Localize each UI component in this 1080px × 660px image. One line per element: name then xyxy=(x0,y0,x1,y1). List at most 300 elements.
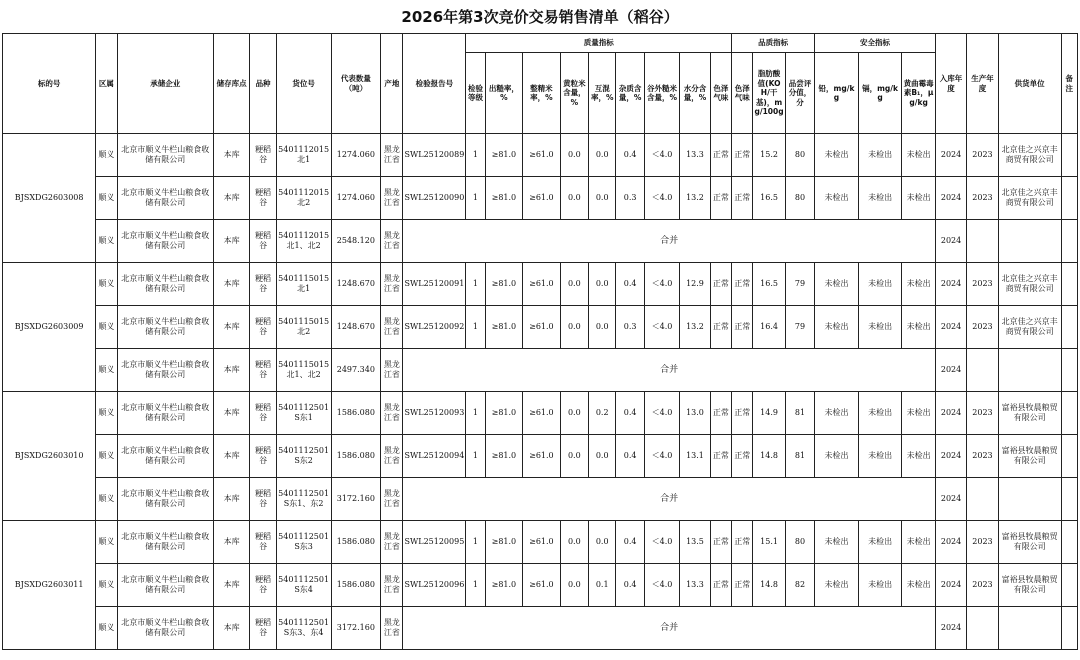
prod-year-cell xyxy=(967,607,998,650)
merged-label-cell: 合并 xyxy=(403,607,935,650)
district-cell: 顺义 xyxy=(96,263,117,306)
grade-cell: 81 xyxy=(785,392,814,435)
remark-cell xyxy=(1061,263,1077,306)
origin-cell: 黑龙江省 xyxy=(381,521,403,564)
quality-cell: 1 xyxy=(466,306,485,349)
district-cell: 顺义 xyxy=(96,478,117,521)
quality-cell: 1 xyxy=(466,177,485,220)
quality-cell: 0.0 xyxy=(560,177,588,220)
supplier-cell: 北京佳之兴京丰商贸有限公司 xyxy=(998,177,1061,220)
lot-number-cell: BJSXDG2603009 xyxy=(3,263,96,392)
lot-number-cell: BJSXDG2603008 xyxy=(3,134,96,263)
header-variety: 品种 xyxy=(250,34,276,134)
safety-cell: 未检出 xyxy=(902,306,935,349)
supplier-cell xyxy=(998,607,1061,650)
slot-cell: 5401112501S东1 xyxy=(276,392,331,435)
storage-cell: 本库 xyxy=(213,177,250,220)
storage-cell: 本库 xyxy=(213,349,250,392)
quality-cell: 0.1 xyxy=(589,564,616,607)
quality-cell: 正常 xyxy=(710,392,731,435)
header-grade-col: 脂肪酸值(KOH/干基)，mg/100g xyxy=(753,53,785,134)
slot-cell: 5401112015北1 xyxy=(276,134,331,177)
district-cell: 顺义 xyxy=(96,349,117,392)
quality-cell: ≥81.0 xyxy=(485,564,523,607)
variety-cell: 粳稻谷 xyxy=(250,306,276,349)
variety-cell: 粳稻谷 xyxy=(250,392,276,435)
variety-cell: 粳稻谷 xyxy=(250,607,276,650)
slot-cell: 5401112015北2 xyxy=(276,177,331,220)
remark-cell xyxy=(1061,392,1077,435)
header-quality-col: 出糙率，% xyxy=(485,53,523,134)
quality-cell: ＜4.0 xyxy=(644,521,679,564)
in-year-cell: 2024 xyxy=(935,607,966,650)
quality-cell: 正常 xyxy=(710,435,731,478)
header-safety-col: 铅，mg/kg xyxy=(815,53,859,134)
remark-cell xyxy=(1061,564,1077,607)
qty-cell: 1586.080 xyxy=(331,521,381,564)
qty-cell: 1248.670 xyxy=(331,263,381,306)
prod-year-cell: 2023 xyxy=(967,263,998,306)
enterprise-cell: 北京市顺义牛栏山粮食收储有限公司 xyxy=(117,435,213,478)
report-cell: SWL25120093 xyxy=(403,392,466,435)
header-quantity: 代表数量（吨） xyxy=(331,34,381,134)
merged-row xyxy=(3,478,1078,521)
report-cell: SWL25120095 xyxy=(403,521,466,564)
storage-cell: 本库 xyxy=(213,478,250,521)
enterprise-cell: 北京市顺义牛栏山粮食收储有限公司 xyxy=(117,392,213,435)
remark-cell xyxy=(1061,220,1077,263)
quality-cell: ≥61.0 xyxy=(523,521,561,564)
quality-cell: ≥61.0 xyxy=(523,263,561,306)
safety-cell: 未检出 xyxy=(902,134,935,177)
header-quality-group: 质量指标 xyxy=(466,34,732,53)
variety-cell: 粳稻谷 xyxy=(250,521,276,564)
grade-cell: 14.8 xyxy=(753,564,785,607)
remark-cell xyxy=(1061,521,1077,564)
safety-cell: 未检出 xyxy=(815,177,859,220)
header-quality-col: 色泽气味 xyxy=(710,53,731,134)
merged-row xyxy=(3,220,1078,263)
grade-cell: 16.5 xyxy=(753,263,785,306)
quality-cell: 13.3 xyxy=(680,564,710,607)
document-title: 2026年第3次竞价交易销售清单（稻谷） xyxy=(401,8,679,26)
storage-cell: 本库 xyxy=(213,392,250,435)
safety-cell: 未检出 xyxy=(858,263,902,306)
header-storage: 储存库点 xyxy=(213,34,250,134)
table-row xyxy=(3,435,1078,478)
header-in-year: 入库年度 xyxy=(935,34,966,134)
grade-cell: 79 xyxy=(785,263,814,306)
lot-number-cell: BJSXDG2603011 xyxy=(3,521,96,650)
quality-cell: 13.5 xyxy=(680,521,710,564)
origin-cell: 黑龙江省 xyxy=(381,392,403,435)
quality-cell: ≥81.0 xyxy=(485,134,523,177)
header-quality-col: 谷外糙米含量，% xyxy=(644,53,679,134)
in-year-cell: 2024 xyxy=(935,564,966,607)
remark-cell xyxy=(1061,177,1077,220)
quality-cell: 1 xyxy=(466,392,485,435)
quality-cell: ＜4.0 xyxy=(644,134,679,177)
district-cell: 顺义 xyxy=(96,134,117,177)
header-grade-col: 色泽气味 xyxy=(732,53,753,134)
storage-cell: 本库 xyxy=(213,134,250,177)
grade-cell: 正常 xyxy=(732,263,753,306)
merged-label-cell: 合并 xyxy=(403,349,935,392)
storage-cell: 本库 xyxy=(213,607,250,650)
safety-cell: 未检出 xyxy=(815,306,859,349)
grade-cell: 16.5 xyxy=(753,177,785,220)
district-cell: 顺义 xyxy=(96,521,117,564)
grade-cell: 82 xyxy=(785,564,814,607)
in-year-cell: 2024 xyxy=(935,134,966,177)
district-cell: 顺义 xyxy=(96,435,117,478)
grade-cell: 正常 xyxy=(732,177,753,220)
remark-cell xyxy=(1061,349,1077,392)
quality-cell: 1 xyxy=(466,263,485,306)
merged-label-cell: 合并 xyxy=(403,478,935,521)
table-row xyxy=(3,564,1078,607)
safety-cell: 未检出 xyxy=(858,435,902,478)
grade-cell: 81 xyxy=(785,435,814,478)
slot-cell: 5401112501S东4 xyxy=(276,564,331,607)
quality-cell: 0.0 xyxy=(560,134,588,177)
quality-cell: ＜4.0 xyxy=(644,392,679,435)
quality-cell: ＜4.0 xyxy=(644,177,679,220)
sales-list-table xyxy=(2,33,1078,650)
table-row xyxy=(3,177,1078,220)
qty-cell: 2548.120 xyxy=(331,220,381,263)
in-year-cell: 2024 xyxy=(935,306,966,349)
storage-cell: 本库 xyxy=(213,564,250,607)
quality-cell: 0.0 xyxy=(589,521,616,564)
header-grade-col: 品尝评分值，分 xyxy=(785,53,814,134)
table-row xyxy=(3,392,1078,435)
header-quality-col: 杂质含量，% xyxy=(616,53,644,134)
origin-cell: 黑龙江省 xyxy=(381,349,403,392)
quality-cell: 0.0 xyxy=(560,306,588,349)
grade-cell: 80 xyxy=(785,134,814,177)
variety-cell: 粳稻谷 xyxy=(250,134,276,177)
enterprise-cell: 北京市顺义牛栏山粮食收储有限公司 xyxy=(117,564,213,607)
merged-row xyxy=(3,349,1078,392)
qty-cell: 3172.160 xyxy=(331,478,381,521)
quality-cell: ＜4.0 xyxy=(644,435,679,478)
quality-cell: 0.4 xyxy=(616,263,644,306)
variety-cell: 粳稻谷 xyxy=(250,478,276,521)
quality-cell: 1 xyxy=(466,521,485,564)
quality-cell: ≥61.0 xyxy=(523,564,561,607)
quality-cell: ≥61.0 xyxy=(523,306,561,349)
enterprise-cell: 北京市顺义牛栏山粮食收储有限公司 xyxy=(117,521,213,564)
quality-cell: 0.4 xyxy=(616,392,644,435)
variety-cell: 粳稻谷 xyxy=(250,564,276,607)
safety-cell: 未检出 xyxy=(815,134,859,177)
remark-cell xyxy=(1061,435,1077,478)
quality-cell: 0.0 xyxy=(560,263,588,306)
table-row xyxy=(3,263,1078,306)
quality-cell: 正常 xyxy=(710,564,731,607)
qty-cell: 1586.080 xyxy=(331,564,381,607)
grade-cell: 正常 xyxy=(732,521,753,564)
prod-year-cell: 2023 xyxy=(967,521,998,564)
quality-cell: 0.0 xyxy=(589,134,616,177)
quality-cell: 0.4 xyxy=(616,521,644,564)
origin-cell: 黑龙江省 xyxy=(381,607,403,650)
quality-cell: 正常 xyxy=(710,177,731,220)
quality-cell: 正常 xyxy=(710,134,731,177)
district-cell: 顺义 xyxy=(96,607,117,650)
supplier-cell: 富裕县牧晨粮贸有限公司 xyxy=(998,564,1061,607)
header-quality-col: 水分含量，% xyxy=(680,53,710,134)
origin-cell: 黑龙江省 xyxy=(381,564,403,607)
quality-cell: ≥61.0 xyxy=(523,177,561,220)
header-enterprise: 承储企业 xyxy=(117,34,213,134)
quality-cell: 13.3 xyxy=(680,134,710,177)
grade-cell: 80 xyxy=(785,177,814,220)
report-cell: SWL25120092 xyxy=(403,306,466,349)
enterprise-cell: 北京市顺义牛栏山粮食收储有限公司 xyxy=(117,134,213,177)
qty-cell: 1586.080 xyxy=(331,435,381,478)
quality-cell: 正常 xyxy=(710,521,731,564)
quality-cell: ≥61.0 xyxy=(523,435,561,478)
quality-cell: 0.0 xyxy=(560,564,588,607)
slot-cell: 5401112015北1、北2 xyxy=(276,220,331,263)
table-row xyxy=(3,306,1078,349)
header-origin: 产地 xyxy=(381,34,403,134)
district-cell: 顺义 xyxy=(96,177,117,220)
qty-cell: 3172.160 xyxy=(331,607,381,650)
header-quality-col: 黄粒米含量，% xyxy=(560,53,588,134)
variety-cell: 粳稻谷 xyxy=(250,220,276,263)
variety-cell: 粳稻谷 xyxy=(250,177,276,220)
enterprise-cell: 北京市顺义牛栏山粮食收储有限公司 xyxy=(117,349,213,392)
quality-cell: 正常 xyxy=(710,263,731,306)
safety-cell: 未检出 xyxy=(815,564,859,607)
grade-cell: 正常 xyxy=(732,392,753,435)
supplier-cell: 富裕县牧晨粮贸有限公司 xyxy=(998,392,1061,435)
header-district: 区属 xyxy=(96,34,117,134)
safety-cell: 未检出 xyxy=(858,521,902,564)
grade-cell: 正常 xyxy=(732,306,753,349)
quality-cell: 13.2 xyxy=(680,177,710,220)
slot-cell: 5401115015北2 xyxy=(276,306,331,349)
enterprise-cell: 北京市顺义牛栏山粮食收储有限公司 xyxy=(117,306,213,349)
origin-cell: 黑龙江省 xyxy=(381,134,403,177)
quality-cell: ≥81.0 xyxy=(485,263,523,306)
grade-cell: 正常 xyxy=(732,435,753,478)
district-cell: 顺义 xyxy=(96,564,117,607)
quality-cell: 1 xyxy=(466,134,485,177)
header-prod-year: 生产年度 xyxy=(967,34,998,134)
in-year-cell: 2024 xyxy=(935,349,966,392)
safety-cell: 未检出 xyxy=(815,521,859,564)
grade-cell: 79 xyxy=(785,306,814,349)
qty-cell: 2497.340 xyxy=(331,349,381,392)
safety-cell: 未检出 xyxy=(902,435,935,478)
safety-cell: 未检出 xyxy=(815,263,859,306)
table-row xyxy=(3,521,1078,564)
slot-cell: 5401112501S东1、东2 xyxy=(276,478,331,521)
header-grade-group: 品质指标 xyxy=(732,34,815,53)
quality-cell: ＜4.0 xyxy=(644,263,679,306)
storage-cell: 本库 xyxy=(213,306,250,349)
quality-cell: 0.4 xyxy=(616,564,644,607)
storage-cell: 本库 xyxy=(213,220,250,263)
qty-cell: 1274.060 xyxy=(331,134,381,177)
quality-cell: 0.0 xyxy=(589,263,616,306)
report-cell: SWL25120094 xyxy=(403,435,466,478)
quality-cell: 0.0 xyxy=(560,435,588,478)
quality-cell: 13.1 xyxy=(680,435,710,478)
grade-cell: 80 xyxy=(785,521,814,564)
safety-cell: 未检出 xyxy=(858,306,902,349)
quality-cell: 13.0 xyxy=(680,392,710,435)
table-body xyxy=(3,134,1078,650)
in-year-cell: 2024 xyxy=(935,478,966,521)
remark-cell xyxy=(1061,478,1077,521)
slot-cell: 5401112501S东3、东4 xyxy=(276,607,331,650)
in-year-cell: 2024 xyxy=(935,521,966,564)
district-cell: 顺义 xyxy=(96,220,117,263)
merged-row xyxy=(3,607,1078,650)
quality-cell: ≥81.0 xyxy=(485,392,523,435)
quality-cell: 0.0 xyxy=(560,521,588,564)
quality-cell: 正常 xyxy=(710,306,731,349)
quality-cell: ≥81.0 xyxy=(485,521,523,564)
enterprise-cell: 北京市顺义牛栏山粮食收储有限公司 xyxy=(117,177,213,220)
qty-cell: 1248.670 xyxy=(331,306,381,349)
prod-year-cell: 2023 xyxy=(967,306,998,349)
storage-cell: 本库 xyxy=(213,263,250,306)
quality-cell: 0.0 xyxy=(589,177,616,220)
safety-cell: 未检出 xyxy=(858,177,902,220)
origin-cell: 黑龙江省 xyxy=(381,177,403,220)
grade-cell: 14.8 xyxy=(753,435,785,478)
origin-cell: 黑龙江省 xyxy=(381,306,403,349)
prod-year-cell: 2023 xyxy=(967,177,998,220)
safety-cell: 未检出 xyxy=(902,564,935,607)
header-supplier: 供货单位 xyxy=(998,34,1061,134)
quality-cell: ≥81.0 xyxy=(485,306,523,349)
report-cell: SWL25120096 xyxy=(403,564,466,607)
quality-cell: ＜4.0 xyxy=(644,564,679,607)
safety-cell: 未检出 xyxy=(902,392,935,435)
quality-cell: 0.3 xyxy=(616,306,644,349)
variety-cell: 粳稻谷 xyxy=(250,349,276,392)
prod-year-cell xyxy=(967,478,998,521)
quality-cell: 0.3 xyxy=(616,177,644,220)
report-cell: SWL25120091 xyxy=(403,263,466,306)
header-remark: 备注 xyxy=(1061,34,1077,134)
quality-cell: ≥61.0 xyxy=(523,392,561,435)
variety-cell: 粳稻谷 xyxy=(250,435,276,478)
quality-cell: ≥61.0 xyxy=(523,134,561,177)
enterprise-cell: 北京市顺义牛栏山粮食收储有限公司 xyxy=(117,478,213,521)
prod-year-cell: 2023 xyxy=(967,564,998,607)
merged-label-cell: 合并 xyxy=(403,220,935,263)
remark-cell xyxy=(1061,306,1077,349)
prod-year-cell xyxy=(967,349,998,392)
header-quality-col: 检验等级 xyxy=(466,53,485,134)
table-row xyxy=(3,134,1078,177)
grade-cell: 14.9 xyxy=(753,392,785,435)
grade-cell: 正常 xyxy=(732,564,753,607)
storage-cell: 本库 xyxy=(213,521,250,564)
header-safety-col: 镉，mg/kg xyxy=(858,53,902,134)
prod-year-cell xyxy=(967,220,998,263)
header-safety-col: 黄曲霉毒素B₁，μg/kg xyxy=(902,53,935,134)
supplier-cell xyxy=(998,349,1061,392)
safety-cell: 未检出 xyxy=(858,134,902,177)
supplier-cell: 北京佳之兴京丰商贸有限公司 xyxy=(998,263,1061,306)
slot-cell: 5401115015北1、北2 xyxy=(276,349,331,392)
slot-cell: 5401112501S东2 xyxy=(276,435,331,478)
prod-year-cell: 2023 xyxy=(967,435,998,478)
quality-cell: 13.2 xyxy=(680,306,710,349)
grade-cell: 15.1 xyxy=(753,521,785,564)
quality-cell: ＜4.0 xyxy=(644,306,679,349)
remark-cell xyxy=(1061,134,1077,177)
lot-number-cell: BJSXDG2603010 xyxy=(3,392,96,521)
in-year-cell: 2024 xyxy=(935,392,966,435)
in-year-cell: 2024 xyxy=(935,177,966,220)
grade-cell: 16.4 xyxy=(753,306,785,349)
origin-cell: 黑龙江省 xyxy=(381,478,403,521)
header-safety-group: 安全指标 xyxy=(815,34,936,53)
quality-cell: ≥81.0 xyxy=(485,177,523,220)
prod-year-cell: 2023 xyxy=(967,392,998,435)
supplier-cell: 北京佳之兴京丰商贸有限公司 xyxy=(998,134,1061,177)
quality-cell: 12.9 xyxy=(680,263,710,306)
supplier-cell: 富裕县牧晨粮贸有限公司 xyxy=(998,521,1061,564)
quality-cell: 0.4 xyxy=(616,435,644,478)
quality-cell: 0.0 xyxy=(589,435,616,478)
header-quality-col: 整精米率，% xyxy=(523,53,561,134)
enterprise-cell: 北京市顺义牛栏山粮食收储有限公司 xyxy=(117,607,213,650)
supplier-cell xyxy=(998,478,1061,521)
safety-cell: 未检出 xyxy=(858,392,902,435)
supplier-cell: 富裕县牧晨粮贸有限公司 xyxy=(998,435,1061,478)
origin-cell: 黑龙江省 xyxy=(381,220,403,263)
supplier-cell: 北京佳之兴京丰商贸有限公司 xyxy=(998,306,1061,349)
quality-cell: ≥81.0 xyxy=(485,435,523,478)
safety-cell: 未检出 xyxy=(902,521,935,564)
qty-cell: 1586.080 xyxy=(331,392,381,435)
header-report: 检验报告号 xyxy=(403,34,466,134)
header-quality-col: 互混率，% xyxy=(589,53,616,134)
safety-cell: 未检出 xyxy=(902,177,935,220)
district-cell: 顺义 xyxy=(96,392,117,435)
origin-cell: 黑龙江省 xyxy=(381,263,403,306)
district-cell: 顺义 xyxy=(96,306,117,349)
variety-cell: 粳稻谷 xyxy=(250,263,276,306)
enterprise-cell: 北京市顺义牛栏山粮食收储有限公司 xyxy=(117,220,213,263)
safety-cell: 未检出 xyxy=(815,435,859,478)
in-year-cell: 2024 xyxy=(935,263,966,306)
safety-cell: 未检出 xyxy=(902,263,935,306)
report-cell: SWL25120090 xyxy=(403,177,466,220)
safety-cell: 未检出 xyxy=(815,392,859,435)
quality-cell: 0.4 xyxy=(616,134,644,177)
prod-year-cell: 2023 xyxy=(967,134,998,177)
quality-cell: 0.0 xyxy=(589,306,616,349)
remark-cell xyxy=(1061,607,1077,650)
slot-cell: 5401115015北1 xyxy=(276,263,331,306)
header-slot: 货位号 xyxy=(276,34,331,134)
storage-cell: 本库 xyxy=(213,435,250,478)
quality-cell: 0.2 xyxy=(589,392,616,435)
grade-cell: 15.2 xyxy=(753,134,785,177)
